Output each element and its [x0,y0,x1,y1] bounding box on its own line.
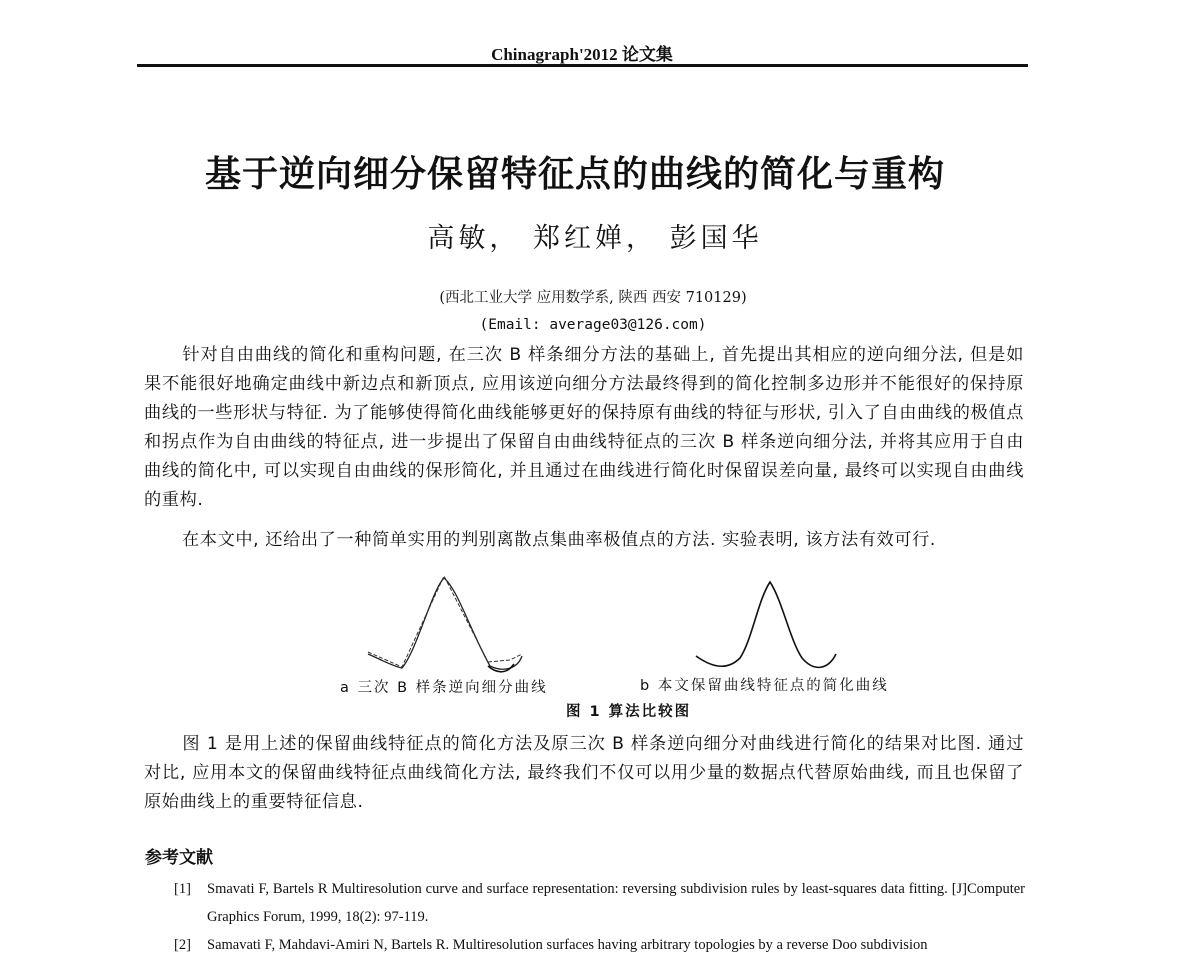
reference-text: Samavati F, Mahdavi-Amiri N, Bartels R. Multiresolution surfaces having arbitrary topologies by a reverse Doo subdivision [207,937,928,953]
author-affiliation: (西北工业大学 应用数学系, 陕西 西安 710129) [439,290,747,306]
figure-b-curve-plot [690,570,850,675]
reference-text: Smavati F, Bartels R Multiresolution curve and surface representation: reversing subdivision rules by least-squares data fitting. [J]Computer Graphics Forum, 1999, 18(2): 97-119. [207,881,1025,925]
author-email: (Email: average03@126.com) [479,317,707,333]
header-rule [137,64,1028,67]
figure-a-curve-plot [362,570,532,675]
figure-caption: 图 1 算法比较图 [566,704,692,720]
body-text-1: 图 1 是用上述的保留曲线特征点的简化方法及原三次 B 样条逆向细分对曲线进行简化的结果对比图. 通过对比, 应用本文的保留曲线特征点曲线简化方法, 最终我们不仅可以用少量的数据点代替原始曲线, 而且也保留了原始曲线上的重要特征信息. [144,734,1024,812]
paper-authors: 高敏， 郑红婵， 彭国华 [427,223,763,254]
abstract-paragraph-2 [144,526,1024,555]
body-paragraph-1 [144,730,1024,817]
reference-number: [1] [174,881,191,897]
reference-number: [2] [174,937,191,953]
figure-1 [0,566,1200,726]
references-heading: 参考文献 [145,848,213,868]
abstract-text-2: 在本文中, 还给出了一种简单实用的判别离散点集曲率极值点的方法. 实验表明, 该方法有效可行. [182,530,936,550]
figure-a-caption: a 三次 B 样条逆向细分曲线 [340,680,548,696]
abstract-text-1: 针对自由曲线的简化和重构问题, 在三次 B 样条细分方法的基础上, 首先提出其相应的逆向细分法, 但是如果不能很好地确定曲线中新边点和新顶点, 应用该逆向细分方法最终得到的简化控制多边形并不能很好的保持原曲线的一些形状与特征. 为了能够使得简化曲线能够更好的保持原有曲线的特征与形状, 引入了自由曲线的极值点和拐点作为自由曲线的特征点, 进一步提出了保留自由曲线特征点的三次 B 样条逆向细分法, 并将其应用于自由曲线的简化中, 可以实现自由曲线的保形简化, 并且通过在曲线进行简化时保留误差向量, 最终可以实现自由曲线的重构. [144,345,1024,510]
paper-title: 基于逆向细分保留特征点的曲线的简化与重构 [204,154,945,195]
figure-b-caption: b 本文保留曲线特征点的简化曲线 [640,678,889,694]
running-head: Chinagraph'2012 论文集 [491,45,673,64]
abstract-paragraph-1 [144,341,1024,515]
